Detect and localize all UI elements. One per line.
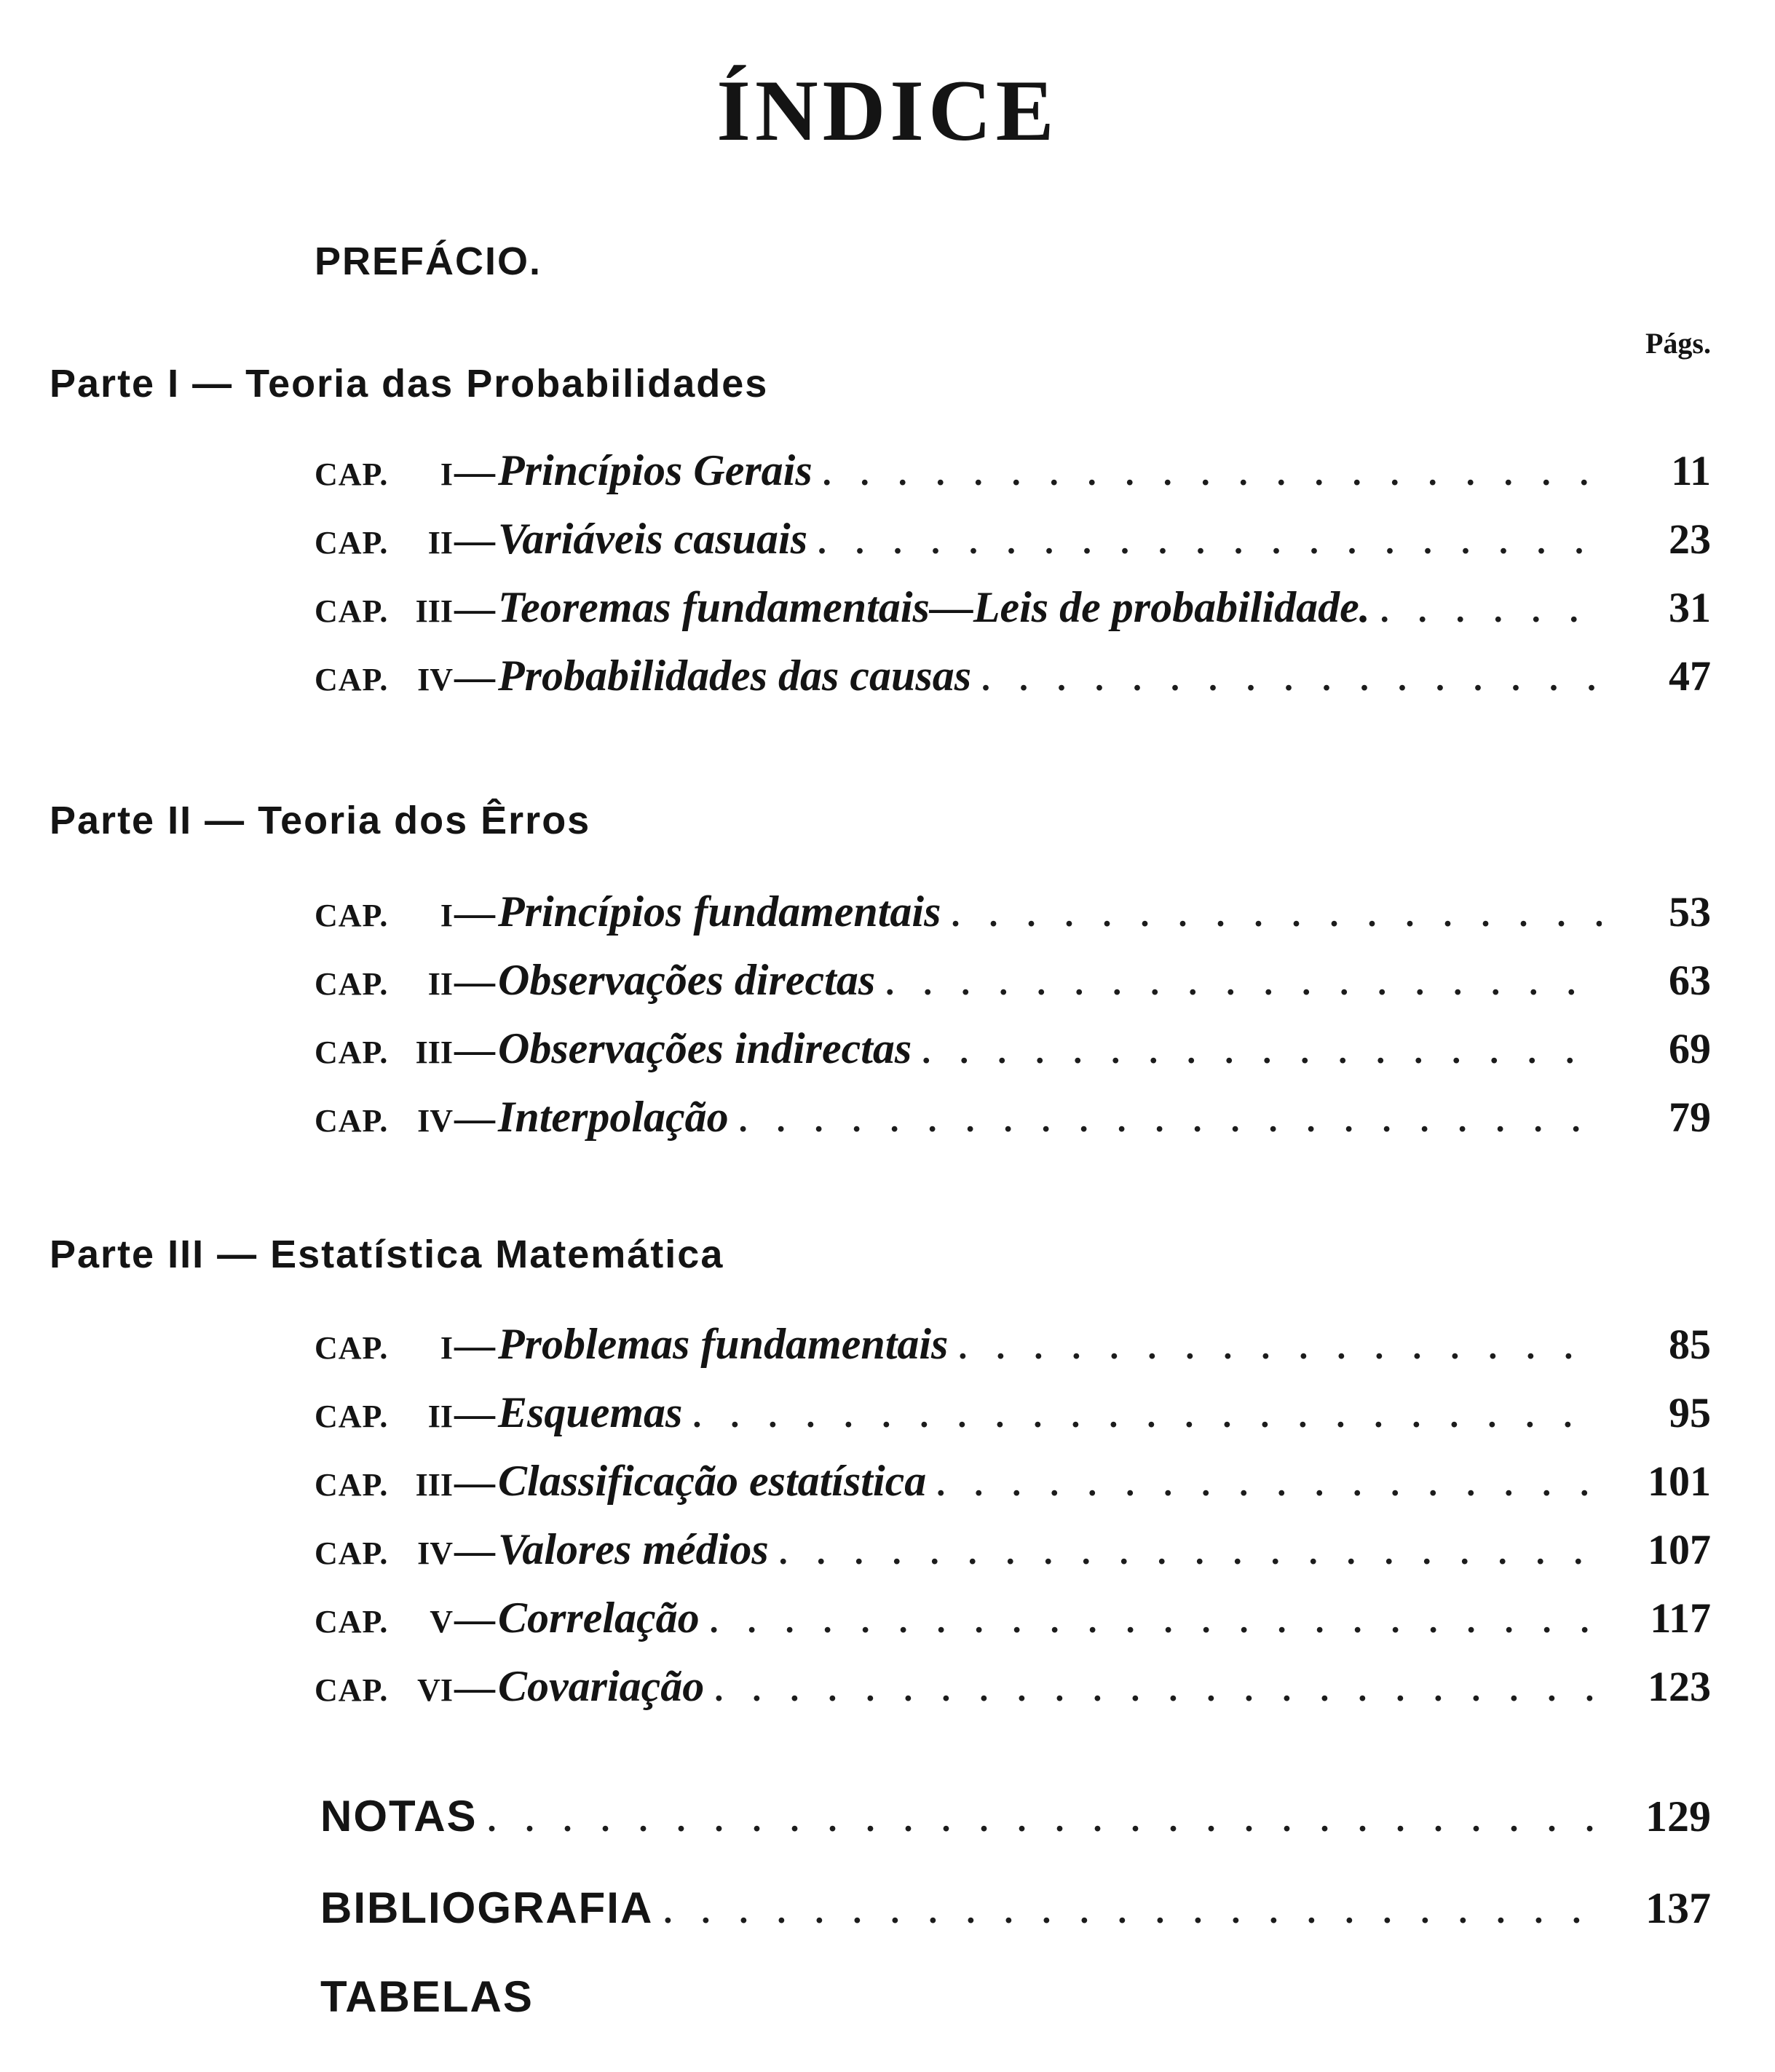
chapter-number: III xyxy=(415,593,453,629)
chapter-number: II xyxy=(427,525,453,561)
chapter-label: CAP. xyxy=(315,1467,389,1503)
chapter-label: CAP. xyxy=(315,593,389,629)
chapter-label: CAP. xyxy=(315,966,389,1002)
chapter-title: Princípios Gerais xyxy=(498,446,813,494)
chapter-number: I xyxy=(440,898,453,933)
toc-entry xyxy=(315,1525,1711,1583)
page-number: 117 xyxy=(1650,1594,1711,1642)
chapter-number: I xyxy=(440,1330,453,1366)
dot-leader xyxy=(729,1100,1602,1140)
chapter-label: CAP. xyxy=(315,1604,389,1640)
page-number: 129 xyxy=(1645,1792,1711,1840)
chapter-label: CAP. xyxy=(315,1399,389,1434)
chapter-title: Interpolação xyxy=(498,1093,729,1141)
dot-leader xyxy=(926,1464,1602,1504)
toc-entry xyxy=(315,582,1711,641)
dot-leader xyxy=(478,1800,1602,1840)
chapter-title: Observações directas xyxy=(498,956,876,1004)
chapter-dash: — xyxy=(454,959,495,1004)
page-title: ÍNDICE xyxy=(716,62,1059,159)
toc-entry xyxy=(315,955,1711,1013)
chapter-title: Observações indirectas xyxy=(498,1024,912,1072)
chapter-dash: — xyxy=(454,1665,495,1710)
chapter-number: V xyxy=(430,1604,453,1640)
dot-leader xyxy=(948,1327,1602,1367)
chapter-number: III xyxy=(415,1035,453,1070)
chapter-title: Variáveis casuais xyxy=(498,515,808,563)
dot-leader xyxy=(971,659,1602,699)
page-number: 63 xyxy=(1669,957,1711,1004)
chapter-dash: — xyxy=(454,1391,495,1436)
page-number: 69 xyxy=(1669,1025,1711,1072)
toc-entry xyxy=(315,651,1711,709)
chapter-dash: — xyxy=(454,518,495,563)
back-matter-entry xyxy=(320,1883,1711,1948)
dot-leader xyxy=(1370,590,1602,630)
chapter-label: CAP. xyxy=(315,662,389,697)
page-column-header: Págs. xyxy=(1645,327,1711,360)
page-number: 95 xyxy=(1669,1389,1711,1436)
page-number: 11 xyxy=(1671,447,1711,494)
chapter-number: I xyxy=(440,456,453,492)
chapter-dash: — xyxy=(454,1323,495,1368)
chapter-label: CAP. xyxy=(315,1535,389,1571)
chapter-label: CAP. xyxy=(315,1103,389,1139)
page-number: 31 xyxy=(1669,584,1711,631)
part-1-heading: Parte I — Teoria das Probabilidades xyxy=(50,362,769,406)
chapter-number: IV xyxy=(417,662,453,697)
chapter-label: CAP. xyxy=(315,456,389,492)
part-3-heading: Parte III — Estatística Matemática xyxy=(50,1233,724,1276)
bibliography-label: BIBLIOGRAFIA xyxy=(320,1883,654,1932)
chapter-title: Teoremas fundamentais—Leis de probabilidade. xyxy=(498,583,1370,631)
toc-entry xyxy=(315,1092,1711,1150)
chapter-title: Problemas fundamentais xyxy=(498,1320,949,1368)
chapter-dash: — xyxy=(454,1096,495,1141)
page-number: 47 xyxy=(1669,652,1711,700)
chapter-dash: — xyxy=(454,1597,495,1642)
chapter-dash: — xyxy=(454,1528,495,1573)
chapter-number: II xyxy=(427,1399,453,1434)
chapter-label: CAP. xyxy=(315,525,389,561)
dot-leader xyxy=(875,963,1602,1003)
chapter-title: Classificação estatística xyxy=(498,1457,927,1505)
dot-leader xyxy=(769,1533,1602,1573)
chapter-dash: — xyxy=(454,1460,495,1505)
toc-entry xyxy=(315,514,1711,572)
dot-leader xyxy=(807,522,1602,562)
chapter-label: CAP. xyxy=(315,1672,389,1708)
page-number: 123 xyxy=(1648,1663,1711,1710)
preface-entry: PREFÁCIO. xyxy=(315,240,542,283)
chapter-dash: — xyxy=(454,1027,495,1072)
toc-entry xyxy=(315,1319,1711,1377)
page-number: 101 xyxy=(1648,1458,1711,1505)
toc-entry xyxy=(315,1661,1711,1720)
tables-label: TABELAS xyxy=(320,1972,534,2021)
toc-entry xyxy=(315,1024,1711,1082)
dot-leader xyxy=(704,1669,1602,1709)
dot-leader xyxy=(700,1601,1602,1641)
chapter-number: IV xyxy=(417,1535,453,1571)
part-2-heading: Parte II — Teoria dos Êrros xyxy=(50,799,591,842)
chapter-label: CAP. xyxy=(315,1035,389,1070)
dot-leader xyxy=(912,1032,1602,1072)
chapter-dash: — xyxy=(454,449,495,494)
page-number: 53 xyxy=(1669,888,1711,936)
dot-leader xyxy=(813,454,1602,494)
dot-leader xyxy=(653,1891,1602,1931)
chapter-title: Covariação xyxy=(498,1662,705,1710)
page-number: 137 xyxy=(1645,1884,1711,1932)
toc-entry xyxy=(315,446,1711,504)
notes-label: NOTAS xyxy=(320,1792,478,1840)
chapter-title: Correlação xyxy=(498,1594,700,1642)
chapter-title: Princípios fundamentais xyxy=(498,887,941,936)
page-number: 85 xyxy=(1669,1321,1711,1368)
chapter-label: CAP. xyxy=(315,898,389,933)
chapter-dash: — xyxy=(454,586,495,631)
dot-leader xyxy=(682,1396,1602,1436)
dot-leader xyxy=(941,895,1602,935)
chapter-dash: — xyxy=(454,655,495,700)
toc-entry xyxy=(315,1388,1711,1446)
chapter-number: II xyxy=(427,966,453,1002)
chapter-title: Probabilidades das causas xyxy=(498,652,972,700)
toc-entry xyxy=(315,1456,1711,1514)
chapter-title: Esquemas xyxy=(498,1388,683,1436)
back-matter-entry xyxy=(320,1972,1711,2037)
page-number: 107 xyxy=(1648,1526,1711,1573)
chapter-dash: — xyxy=(454,890,495,936)
chapter-number: III xyxy=(415,1467,453,1503)
chapter-number: IV xyxy=(417,1103,453,1139)
chapter-number: VI xyxy=(417,1672,453,1708)
back-matter-entry xyxy=(320,1791,1711,1857)
toc-entry xyxy=(315,887,1711,945)
chapter-label: CAP. xyxy=(315,1330,389,1366)
toc-entry xyxy=(315,1593,1711,1651)
chapter-title: Valores médios xyxy=(498,1525,769,1573)
page-number: 23 xyxy=(1669,515,1711,563)
page-number: 79 xyxy=(1669,1094,1711,1141)
